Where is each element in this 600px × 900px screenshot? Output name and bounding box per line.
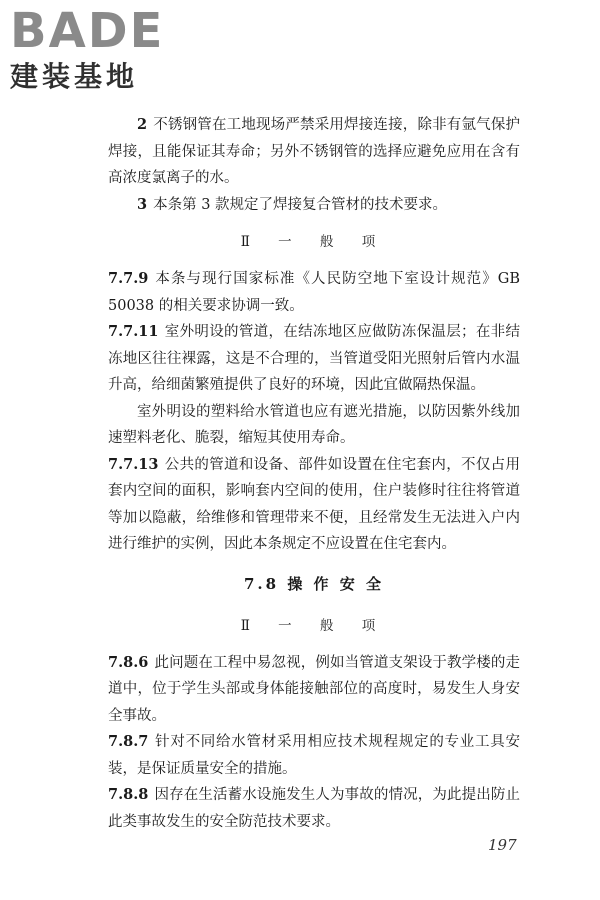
clause-paragraph [108,192,520,219]
section-heading: 7.8 操 作 安 全 [244,574,384,593]
page-number: 197 [488,836,517,854]
clause-number: 7.8.7 [108,733,149,750]
clause-paragraph [108,729,520,782]
clause-text: 此问题在工程中易忽视，例如当管道支架设于教学楼的走道中，位于学生头部或身体能接触部位的高度时，易发生人身安全事故。 [108,654,520,724]
clause-paragraph [108,452,520,558]
clause-text: 因存在生活蓄水设施发生人为事故的情况，为此提出防止此类事故发生的安全防范技术要求。 [108,787,520,830]
clause-paragraph [108,650,520,730]
clause-number: 7.7.9 [108,270,149,287]
clause-number: 7.8.8 [108,786,149,803]
clause-text: 针对不同给水管材采用相应技术规程规定的专业工具安装，是保证质量安全的措施。 [108,734,520,777]
brand-logo [10,4,180,94]
clause-number: 7.7.11 [108,323,159,340]
clause-paragraph [108,782,520,835]
clause-text: 室外明设的塑料给水管道也应有遮光措施，以防因紫外线加速塑料老化、脆裂，缩短其使用寿命。 [108,403,520,446]
clause-text: 室外明设的管道，在结冻地区应做防冻保温层；在非结冻地区往往裸露，这是不合理的，当管道受阳光照射后管内水温升高，给细菌繁殖提供了良好的环境，因此宜做隔热保温。 [108,324,520,393]
clause-number: 2 [137,116,148,133]
clause-text: 公共的管道和设备、部件如设置在住宅套内，不仅占用套内空间的面积，影响套内空间的使用，住户装修时往往将管道等加以隐蔽，给维修和管理带来不便，且经常发生无法进入户内进行维护的实例，因此本条规定不应设置在住宅套内。 [108,456,520,552]
clause-text: 不锈钢管在工地现场严禁采用焊接连接，除非有氩气保护焊接，且能保证其寿命；另外不锈钢管的选择应避免应用在含有高浓度氯离子的水。 [108,117,520,186]
clause-paragraph [108,319,520,399]
clause-number: 7.7.13 [108,455,159,473]
clause-number: 3 [137,195,148,213]
clause-number: 7.8.6 [108,653,149,671]
document-body [108,112,520,835]
logo-chinese-text: 建装基地 [10,60,139,93]
clause-paragraph [108,399,520,452]
clause-text: 本条第 3 款规定了焊接复合管材的技术要求。 [153,196,448,213]
logo-latin-text: BADE [10,3,165,59]
subsection-heading: Ⅱ 一 般 项 [240,617,388,634]
clause-paragraph [108,112,520,192]
clause-paragraph [108,266,520,319]
clause-text: 本条与现行国家标准《人民防空地下室设计规范》GB 50038 的相关要求协调一致。 [108,271,520,314]
subsection-heading: Ⅱ 一 般 项 [240,234,388,250]
